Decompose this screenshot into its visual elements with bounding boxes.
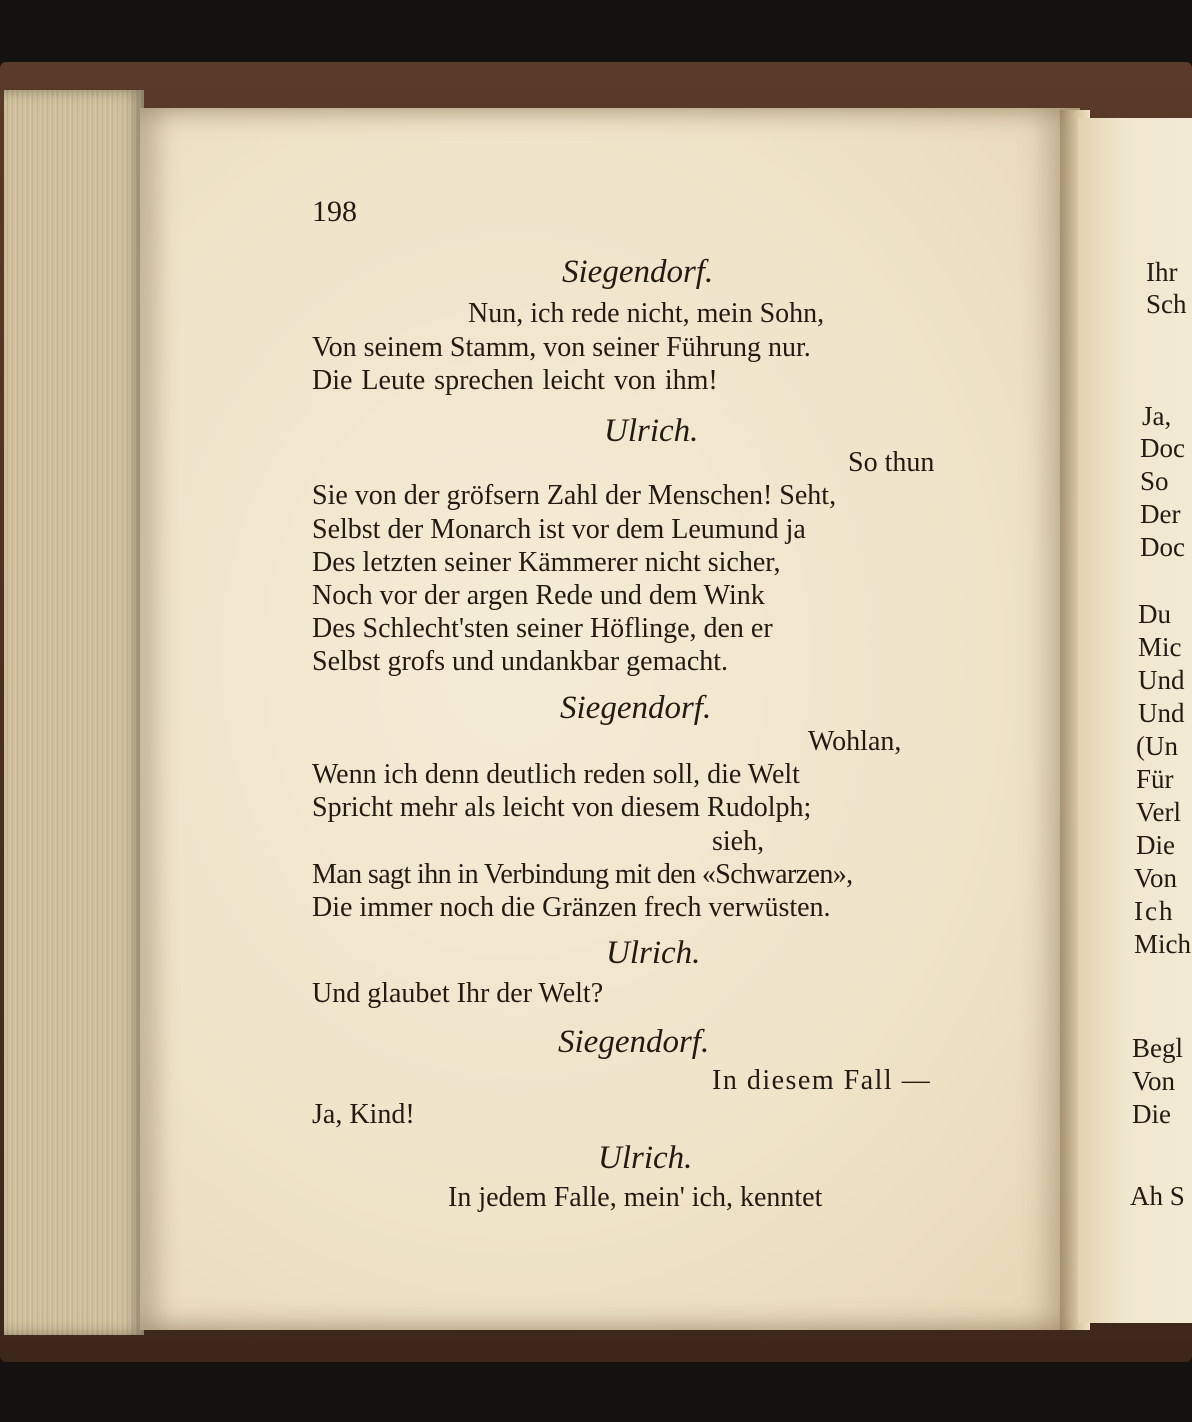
verse-line: Des Schlecht'sten seiner Höflinge, den er [312,613,773,644]
right-page-line: So [1140,466,1169,496]
right-page-line: Für [1136,764,1174,794]
page-edges [4,90,144,1335]
verse-line: Wenn ich denn deutlich reden soll, die Welt [312,759,800,790]
right-page-line: Mic [1138,632,1182,662]
verse-line: In diesem Fall — [712,1065,932,1096]
verse-line: In jedem Falle, mein' ich, kenntet [448,1182,823,1213]
verse-line: Selbst grofs und undankbar gemacht. [312,646,729,677]
speaker-name: Ulrich. [598,1140,693,1176]
speaker-name: Ulrich. [606,935,701,971]
right-page-line: Der [1140,499,1181,529]
verse-line: Von seinem Stamm, von seiner Führung nur. [312,332,811,363]
right-page-line: Doc [1140,532,1185,562]
verse-line: Noch vor der argen Rede und dem Wink [312,580,765,611]
right-page-line: Du [1138,599,1171,629]
verse-line: Die immer noch die Gränzen frech verwüsten. [312,892,831,923]
speaker-name: Ulrich. [604,413,699,449]
speaker-name: Siegendorf. [562,254,714,290]
right-page-line: Ja, [1142,401,1172,431]
verse-line: Nun, ich rede nicht, mein Sohn, [468,298,825,329]
right-page-line: Mich [1134,929,1191,959]
right-page-line: Und [1138,665,1185,695]
verse-line: Die Leute sprechen leicht von ihm! [312,365,718,396]
right-page-line: Und [1138,698,1185,728]
verse-line: Spricht mehr als leicht von diesem Rudolph; [312,792,812,823]
verse-line: Sie von der gröfsern Zahl der Menschen! Seht, [312,480,837,511]
speaker-name: Siegendorf. [558,1024,710,1060]
verse-line: Ja, Kind! [312,1099,415,1130]
page-number: 198 [312,195,357,228]
verse-line: So thun [848,447,935,478]
right-page-line: Begl [1132,1033,1183,1063]
verse-line: Und glaubet Ihr der Welt? [312,978,604,1009]
verse-line: sieh, [712,826,765,857]
speaker-name: Siegendorf. [560,690,712,726]
right-page-line: (Un [1136,731,1178,761]
right-page-line: Von [1134,863,1178,893]
verse-line: Man sagt ihn in Verbindung mit den «Schwarzen», [312,859,853,890]
verse-line: Selbst der Monarch ist vor dem Leumund ja [312,514,806,545]
right-page-line: Von [1132,1066,1176,1096]
verse-line: Des letzten seiner Kämmerer nicht sicher, [312,547,781,578]
verse-line: Wohlan, [808,726,902,757]
right-page-line: Ich [1134,896,1175,926]
right-page-line: Ah S [1130,1181,1185,1211]
right-page-line: Ihr [1146,257,1178,287]
right-page-line: Doc [1140,433,1185,463]
right-page-line: Die [1136,830,1175,860]
right-page-line: Die [1132,1099,1171,1129]
right-page-line: Verl [1136,797,1181,827]
right-page-line: Sch [1146,289,1187,319]
